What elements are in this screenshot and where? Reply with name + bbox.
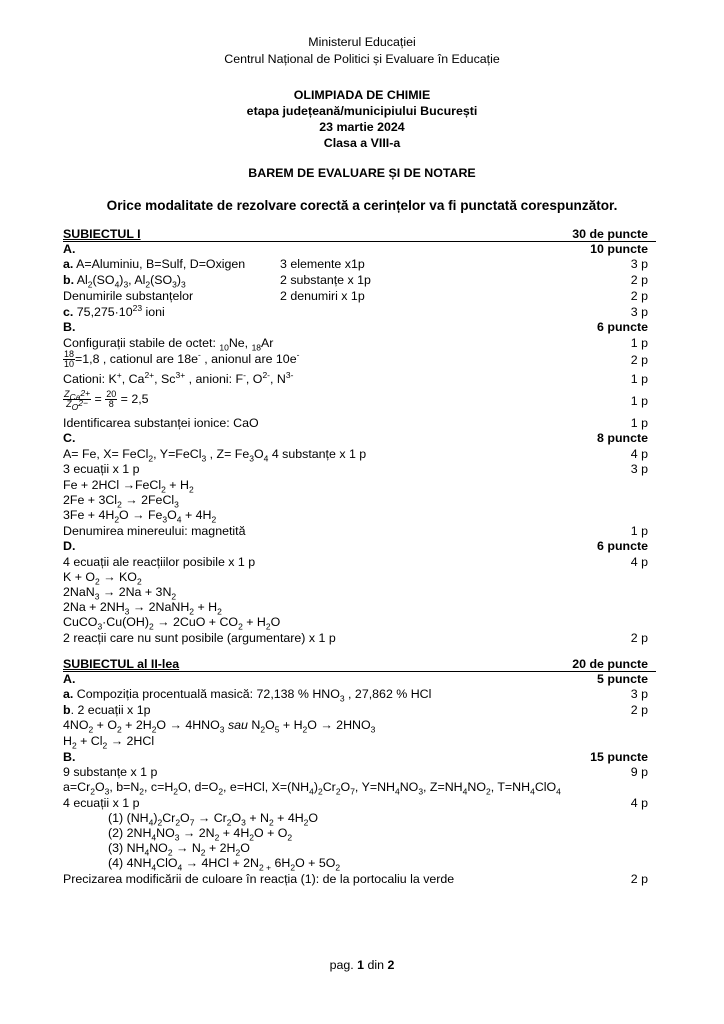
s2-row-b-equations: 4 ecuații x 1 p <box>63 796 140 810</box>
row-b-ratio: $\frac{18}{10}$ =1,8 , cationul are 18e- , anionul are 10e- <box>64 349 300 369</box>
section-c-label: C. <box>63 431 76 445</box>
equation: (4) $4NH_4ClO_4 \to 4HCl + 2N_{2 +}$ $6H_2O + 5O_2$ <box>108 856 341 873</box>
row-a-names-mid: 2 denumiri x 1p <box>280 289 365 303</box>
equation: $4NO_2 + O_2 + 2H_2O \to 4HNO_3$ sau $N_2O_5 + H_2O \to 2HNO_3$ <box>63 718 376 735</box>
equation: $CuCO_3\cdot Cu(OH)_2 \to 2CuO + CO_2 + H_2O$ <box>63 615 281 632</box>
stage-line: etapa județeană/municipiului București <box>246 104 478 118</box>
row-a-a-points: 3 p <box>630 257 648 271</box>
s2-section-a-points: 5 puncte <box>597 672 648 686</box>
row-c-equations-points: 3 p <box>630 462 648 476</box>
row-b-octet: Configurații stabile de octet: $_{10}$Ne, $_{18}$Ar <box>63 336 274 353</box>
equation: $3Fe + 4H_2O \to Fe_3O_4 + 4H_2$ <box>63 508 217 525</box>
row-b-ratio-points: 2 p <box>630 353 648 367</box>
s2-section-b-label: B. <box>63 750 76 764</box>
row-c-mineral-points: 1 p <box>630 524 648 538</box>
s2-section-a-label: A. <box>63 672 76 686</box>
s2-row-b-substances-points: 9 p <box>630 765 648 779</box>
row-b-charge-ratio: $\frac{Z_{Ca^{2+}}}{Z_{O^{2-}}}$ = $\frac{20}{8}$ = 2,5 <box>64 387 149 412</box>
row-c-substances-points: 4 p <box>630 447 648 461</box>
divider <box>63 671 656 672</box>
s2-row-a-a-points: 3 p <box>630 687 648 701</box>
row-a-b-points: 2 p <box>630 273 648 287</box>
row-a-names: Denumirile substanțelor <box>63 289 194 303</box>
subject-2-points: 20 de puncte <box>572 657 648 671</box>
subject-1-title: SUBIECTUL I <box>63 227 141 241</box>
section-a-label: A. <box>63 242 76 256</box>
equation: $2Na + 2NH_3$ → 2NaNH$_2$ + $H_2$ <box>63 600 222 617</box>
ministry-line: Ministerul Educației <box>308 35 416 49</box>
grade-line: Clasa a VIII-a <box>323 136 401 150</box>
equation: $H_2 + Cl_2 \to 2HCl$ <box>63 734 155 751</box>
subject-2-title: SUBIECTUL al II-lea <box>63 657 180 671</box>
row-b-charge-points: 1 p <box>630 394 648 408</box>
section-a-points: 10 puncte <box>590 242 648 256</box>
olympiad-title: OLIMPIADA DE CHIMIE <box>293 88 431 102</box>
row-a-c-points: 3 p <box>630 305 648 319</box>
s2-row-b-equations-points: 4 p <box>630 796 648 810</box>
s2-row-a-b: b. 2 ecuații x 1p <box>63 703 151 717</box>
equation: $2NaN_3 \to 2Na + 3N_2$ <box>63 585 177 602</box>
notice-line: Orice modalitate de rezolvare corectă a cerințelor va fi punctată corespunzător. <box>106 198 618 213</box>
equation: $K + O_2 \to KO_2$ <box>63 570 142 587</box>
s2-row-b-substances: 9 substanțe x 1 p <box>63 765 158 779</box>
s2-row-a-b-points: 2 p <box>630 703 648 717</box>
s2-section-b-points: 15 puncte <box>590 750 648 764</box>
s2-row-a-a: a. Compoziția procentuală masică: 72,138 % $HNO_3$ , 27,862 % HCl <box>63 687 432 704</box>
equation: (1) $(NH_4)_2Cr_2O_7 \to Cr_2O_3 + N_2 + 4H_2O$ <box>108 811 319 828</box>
date-line: 23 martie 2024 <box>319 120 405 134</box>
row-d-impossible: 2 reacții care nu sunt posibile (argumentare) x 1 p <box>63 631 336 645</box>
row-a-names-points: 2 p <box>630 289 648 303</box>
row-a-a-mid: 3 elemente x1p <box>280 257 365 271</box>
row-a-c: c. $75,275\cdot 10^{23}$ ioni <box>63 302 165 319</box>
equation: $2Fe + 3Cl_2$ → 2FeCl$_3$ <box>63 493 179 510</box>
s2-row-b-color-points: 2 p <box>630 872 648 886</box>
row-b-ions: Cationi: K+, $Ca^{2+}$, $Sc^{3+}$ , anioni: F-, $O^{2-}$, $N^{3-}$ <box>63 369 294 386</box>
equation: (3) $NH_4NO_2 \to N_2 + 2H_2O$ <box>108 841 250 858</box>
s2-row-b-identities: $a=Cr_2O_3$, $b=N_2$, $c=H_2O$, $d=O_2$, e=HCl, $X=(NH_4)_2Cr_2O_7$, $Y=NH_4NO_3$, $Z=NH_4NO_2$, $T=NH_4ClO_4$ <box>63 780 561 797</box>
section-c-points: 8 puncte <box>597 431 648 445</box>
row-b-ionic: Identificarea substanței ionice: CaO <box>63 416 259 430</box>
equation: Fe + 2HCl →FeCl$_2$ + $H_2$ <box>63 478 194 495</box>
section-d-label: D. <box>63 539 76 553</box>
row-c-equations: 3 ecuații x 1 p <box>63 462 140 476</box>
s2-row-b-color: Precizarea modificării de culoare în reacția (1): de la portocaliu la verde <box>63 872 455 886</box>
row-b-ionic-points: 1 p <box>630 416 648 430</box>
row-c-mineral: Denumirea minereului: magnetită <box>63 524 246 538</box>
page-number: pag. 1 din 2 <box>329 958 395 972</box>
row-d-equations: 4 ecuații ale reacțiilor posibile x 1 p <box>63 555 256 569</box>
row-a-b-mid: 2 substanțe x 1p <box>280 273 371 287</box>
row-c-substances: A= Fe, X= FeCl$_2$, Y=FeCl$_3$ , $Z= Fe_3O_4$ 4 substanțe x 1 p <box>63 447 367 464</box>
row-d-equations-points: 4 p <box>630 555 648 569</box>
divider <box>63 241 656 242</box>
row-d-impossible-points: 2 p <box>630 631 648 645</box>
row-b-octet-points: 1 p <box>630 336 648 350</box>
section-d-points: 6 puncte <box>597 539 648 553</box>
subject-1-points: 30 de puncte <box>572 227 648 241</box>
row-b-ions-points: 1 p <box>630 372 648 386</box>
section-b-label: B. <box>63 320 76 334</box>
center-line: Centrul Național de Politici și Evaluare în Educație <box>224 52 500 66</box>
row-a-b: b. $Al_2(SO_4)_3$, $Al_2(SO_3)_3$ <box>63 273 186 290</box>
barem-title: BAREM DE EVALUARE ȘI DE NOTARE <box>248 166 476 180</box>
equation: (2) $2NH_4NO_3 \to 2N_2 + 4H_2O + O_2$ <box>108 826 293 843</box>
section-b-points: 6 puncte <box>597 320 648 334</box>
row-a-a: a. A=Aluminiu, B=Sulf, D=Oxigen <box>63 257 246 271</box>
